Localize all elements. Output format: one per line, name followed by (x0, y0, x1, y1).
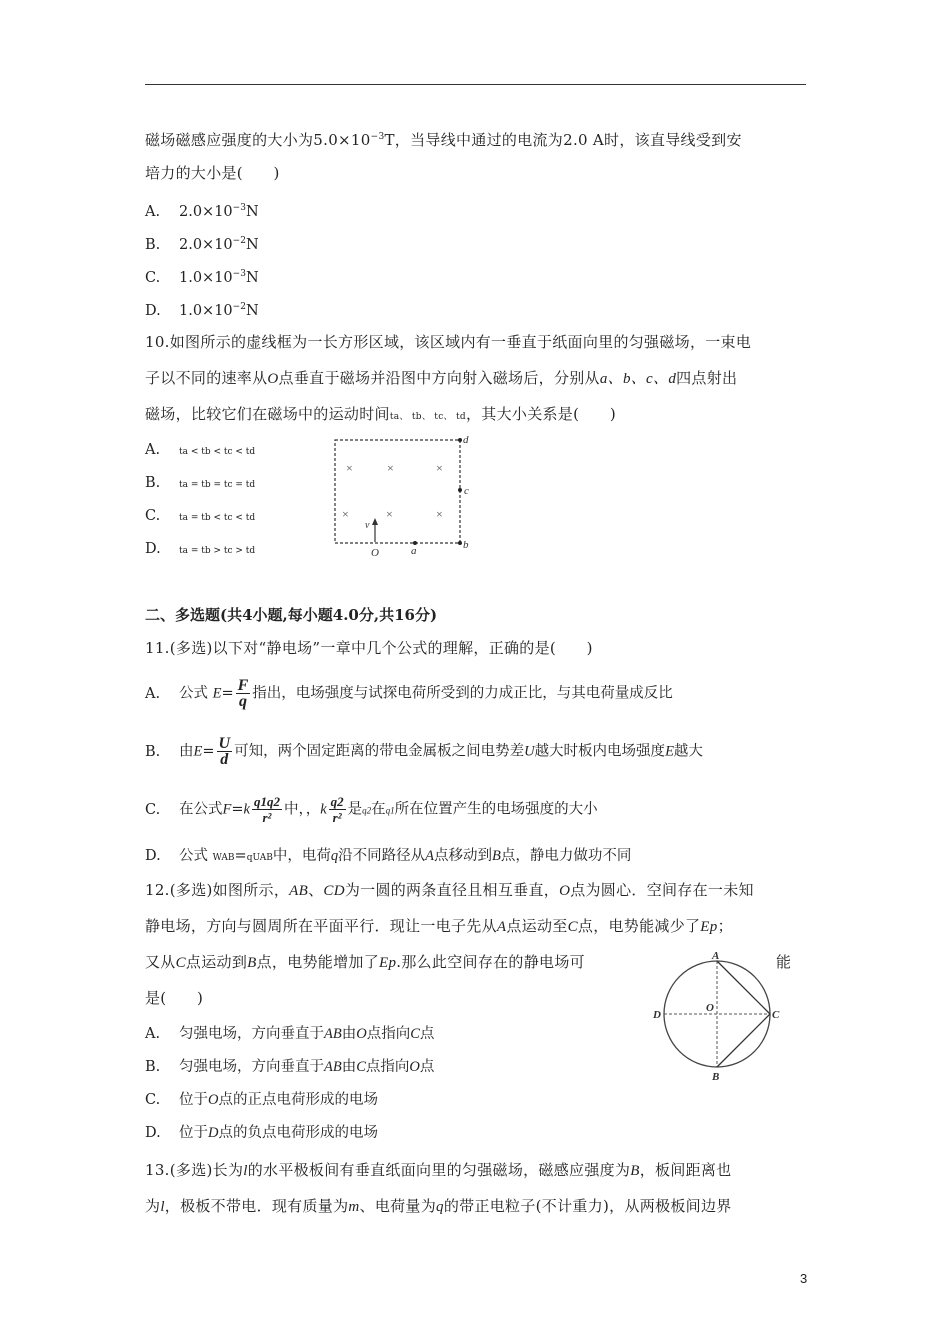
fraction-u-over-d: $\frac{U}{d}$ (218, 735, 231, 768)
label-a: a (411, 545, 417, 557)
field-cross: × (386, 507, 393, 521)
q9-option-d[interactable]: D. $1.0\times 10^{-2}N$ (145, 302, 259, 319)
field-cross: × (342, 507, 349, 521)
label-c: c (464, 485, 469, 497)
q12-line1: 12.(多选)如图所示，AB、CD为一圆的两条直径且相互垂直，O点为圆心．空间存在一未知 (145, 881, 754, 899)
chord-ac (717, 961, 770, 1014)
q9-option-b[interactable]: B. $2.0\times 10^{-2}N$ (145, 236, 259, 253)
fraction-f-over-q: $\frac{F}{q}$ (237, 677, 249, 710)
label-b: b (463, 539, 469, 551)
q12-option-b[interactable]: B. 匀强电场，方向垂直于AB由C点指向O点 (145, 1059, 435, 1075)
q10-line2: 子以不同的速率从O点垂直于磁场并沿图中方向射入磁场后，分别从a、b、c、d四点射出 (145, 369, 738, 387)
field-cross: × (436, 507, 443, 521)
point-c (458, 488, 462, 492)
point-b (458, 541, 462, 545)
q11-option-d[interactable]: D. 公式 WAB=qUAB中，电荷q沿不同路径从A点移动到B点，静电力做功不同 (145, 848, 632, 864)
circle-figure (650, 945, 790, 1085)
section-heading-multiple-choice: 二、多选题(共4小题,每小题4.0分,共16分) (145, 606, 438, 624)
field-cross: × (387, 461, 394, 475)
q11-option-c[interactable]: C. 在公式F=k $\frac{q1q2}{\text{r²}}$ 中，，k $\frac{q2}{\text{r²}}$ 是q2在q1所在位置产生的电场强度的大小 (145, 794, 598, 825)
q10-option-b[interactable]: B. ta = tb = tc = td (145, 475, 256, 491)
q9-option-a[interactable]: A. $2.0\times 10^{-3}N$ (145, 203, 259, 220)
q13-line2: 为l，极板不带电．现有质量为m、电荷量为q的带正电粒子(不计重力)，从两极板间边界 (145, 1197, 732, 1215)
label-D: D (653, 1009, 661, 1021)
q10-option-d[interactable]: D. ta = tb > tc > td (145, 541, 256, 557)
velocity-arrowhead (372, 518, 378, 525)
q12-option-d[interactable]: D. 位于D点的负点电荷形成的电场 (145, 1125, 378, 1141)
point-d (458, 438, 462, 442)
label-B: B (712, 1071, 720, 1083)
label-v: v (365, 520, 370, 531)
magnetic-field-figure (325, 430, 485, 565)
q13-line1: 13.(多选)长为l的水平极板间有垂直纸面向里的匀强磁场，磁感应强度为B，板间距离也 (145, 1161, 732, 1179)
q10-line1: 10.如图所示的虚线框为一长方形区域，该区域内有一垂直于纸面向里的匀强磁场，一束电 (145, 333, 752, 351)
q12-line4: 是( ) (145, 989, 204, 1007)
field-cross: × (436, 461, 443, 475)
label-O: O (706, 1002, 714, 1014)
dashed-region (335, 440, 460, 543)
q11-option-a[interactable]: A. 公式 E= $\frac{F}{q}$ 指出，电场强度与试探电荷所受到的力成正比，与其电荷量成反比 (145, 677, 673, 710)
q12-option-a[interactable]: A. 匀强电场，方向垂直于AB由O点指向C点 (145, 1026, 435, 1042)
q10-option-c[interactable]: C. ta = tb < tc < td (145, 508, 256, 524)
fraction-coulomb: $\frac{q1q2}{\text{r²}}$ (253, 794, 280, 825)
q10-line3: 磁场，比较它们在磁场中的运动时间ta、 tb、 tc、 td，其大小关系是( ) (145, 405, 617, 423)
q11-option-b[interactable]: B. 由E= $\frac{U}{d}$ 可知，两个固定距离的带电金属板之间电势差U越大时板内电场强度E越大 (145, 735, 703, 768)
q10-option-a[interactable]: A. ta < tb < tc < td (145, 442, 256, 458)
label-d: d (463, 434, 469, 446)
page-number: 3 (800, 1271, 808, 1286)
q9-line2: 培力的大小是( ) (145, 164, 280, 182)
header-rule (145, 84, 806, 85)
q12-line3-end: 能 (776, 953, 792, 971)
q11-stem: 11.(多选)以下对“静电场”一章中几个公式的理解，正确的是( ) (145, 639, 593, 657)
q9-line1: 磁场磁感应强度的大小为$5.0\times 10^{-3}T$，当导线中通过的电流为2.0 A时，该直导线受到安 (145, 131, 742, 149)
field-cross: × (346, 461, 353, 475)
q12-option-c[interactable]: C. 位于O点的正点电荷形成的电场 (145, 1092, 378, 1108)
q12-line2: 静电场，方向与圆周所在平面平行．现让一电子先从A点运动至C点，电势能减少了Ep； (145, 917, 733, 935)
chord-cb (717, 1014, 770, 1067)
fraction-field: $\frac{q2}{\text{r²}}$ (330, 794, 344, 825)
label-A: A (712, 950, 720, 962)
label-C: C (772, 1009, 780, 1021)
q9-option-c[interactable]: C. $1.0\times 10^{-3}N$ (145, 269, 259, 286)
q12-line3: 又从C点运动到B点，电势能增加了Ep.那么此空间存在的静电场可 (145, 953, 585, 971)
label-O: O (371, 547, 379, 559)
